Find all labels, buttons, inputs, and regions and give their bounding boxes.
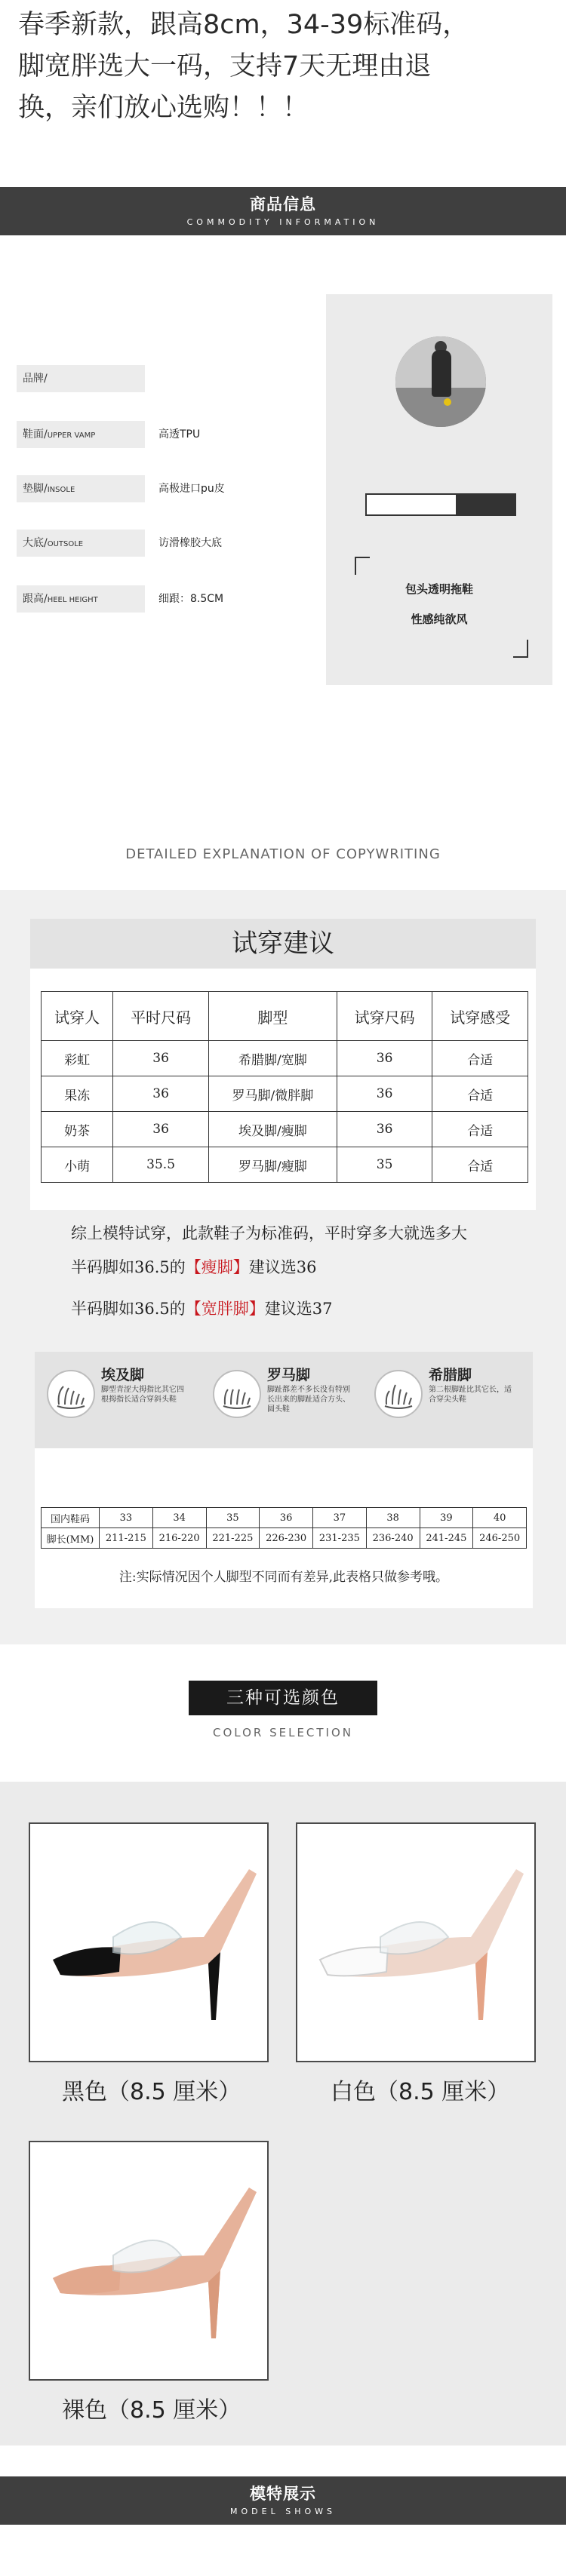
table-cell: 罗马脚/微胖脚 <box>208 1076 337 1112</box>
size-cell: 246-250 <box>473 1528 527 1549</box>
table-header: 脚型 <box>208 992 337 1041</box>
size-cell: 216-220 <box>152 1528 206 1549</box>
info-sublabel: UPPER VAMP <box>47 431 96 440</box>
color-label-black: 黑色（8.5 厘米） <box>62 2079 241 2105</box>
foot-type-name: 罗马脚 <box>267 1367 311 1383</box>
foot-type-greek <box>367 1361 518 1442</box>
table-header: 试穿尺码 <box>337 992 432 1041</box>
size-cell: 39 <box>420 1508 473 1528</box>
info-row-outsole <box>17 530 145 557</box>
size-row <box>42 1508 527 1528</box>
table-header: 试穿感受 <box>432 992 528 1041</box>
commodity-title: 商品信息 <box>250 195 316 213</box>
size-cell: 34 <box>152 1508 206 1528</box>
size-cell: 231-235 <box>313 1528 367 1549</box>
foot-type-desc: 第二根脚趾比其它长，适合穿尖头鞋 <box>429 1386 512 1404</box>
table-cell: 合适 <box>432 1041 528 1076</box>
table-cell: 36 <box>337 1076 432 1112</box>
foot-icon <box>374 1370 423 1418</box>
table-header: 试穿人 <box>42 992 113 1041</box>
table-header-row <box>42 992 528 1041</box>
table-cell: 小萌 <box>42 1147 113 1183</box>
info-sublabel: HEEL HEIGHT <box>47 596 98 604</box>
summary-highlight: 【瘦脚】 <box>185 1258 249 1276</box>
info-sublabel: INSOLE <box>47 486 75 494</box>
summary-text: 半码脚如36.5的 <box>71 1300 186 1318</box>
foot-type-name: 希腊脚 <box>429 1367 472 1383</box>
model-avatar <box>395 336 486 427</box>
info-label: 大底/ <box>23 537 48 549</box>
shoe-icon <box>30 1824 267 2061</box>
fit-summary-1: 综上模特试穿，此款鞋子为标准码，平时穿多大就选多大 <box>71 1224 467 1242</box>
color-title: 三种可选颜色 <box>189 1681 377 1715</box>
table-cell: 36 <box>337 1041 432 1076</box>
model-band <box>0 2476 566 2525</box>
color-swatch-black[interactable] <box>29 1822 269 2062</box>
size-cell: 38 <box>366 1508 420 1528</box>
model-subtitle: MODEL SHOWS <box>230 2507 336 2516</box>
color-label-nude: 裸色（8.5 厘米） <box>62 2397 241 2424</box>
size-cell: 37 <box>313 1508 367 1528</box>
size-note: 注:实际情况因个人脚型不同而有差异,此表格只做参考哦。 <box>118 1570 449 1585</box>
foot-type-desc: 脚趾都差不多长没有特别长出来的脚趾适合方头、圆头鞋 <box>267 1386 350 1414</box>
fit-summary-3 <box>71 1297 333 1320</box>
foot-type-name: 埃及脚 <box>101 1367 145 1383</box>
panel-line-1: 包头透明拖鞋 <box>405 582 473 596</box>
shoe-icon <box>297 1824 534 2061</box>
style-bar <box>365 493 516 516</box>
info-row-heel <box>17 585 145 613</box>
color-swatch-white[interactable] <box>296 1822 536 2062</box>
table-cell: 埃及脚/瘦脚 <box>208 1112 337 1147</box>
summary-text: 建议选36 <box>248 1258 317 1276</box>
headline-line-1: 春季新款，跟高8cm，34-39标准码， <box>18 10 469 40</box>
info-sublabel: OUTSOLE <box>47 540 84 548</box>
commodity-subtitle: COMMODITY INFORMATION <box>186 217 380 227</box>
headline <box>18 5 546 129</box>
foot-type-desc: 脚型青涩大拇指比其它四根拇指长适合穿斜头鞋 <box>101 1386 184 1404</box>
info-row-insole <box>17 475 145 502</box>
headline-line-3: 换，亲们放心选购！！！ <box>18 93 309 123</box>
size-cell: 40 <box>473 1508 527 1528</box>
table-cell: 合适 <box>432 1076 528 1112</box>
fit-summary-2 <box>71 1256 317 1279</box>
size-cell: 211-215 <box>100 1528 153 1549</box>
table-cell: 36 <box>337 1112 432 1147</box>
color-swatch-nude[interactable] <box>29 2141 269 2381</box>
table-cell: 合适 <box>432 1147 528 1183</box>
table-cell: 罗马脚/瘦脚 <box>208 1147 337 1183</box>
table-cell: 36 <box>113 1076 209 1112</box>
summary-text: 半码脚如36.5的 <box>71 1258 186 1276</box>
info-value: 高透TPU <box>158 428 201 441</box>
foot-type-egyptian <box>39 1361 190 1442</box>
table-header: 平时尺码 <box>113 992 209 1041</box>
size-row <box>42 1528 527 1549</box>
foot-icon <box>213 1370 261 1418</box>
info-label: 垫脚/ <box>23 483 48 495</box>
table-cell: 合适 <box>432 1112 528 1147</box>
try-on-table <box>41 991 528 1183</box>
model-title: 模特展示 <box>250 2485 316 2503</box>
color-subtitle: COLOR SELECTION <box>212 1726 354 1739</box>
table-row <box>42 1041 528 1076</box>
size-cell: 36 <box>260 1508 313 1528</box>
table-row <box>42 1112 528 1147</box>
info-label: 跟高/ <box>23 593 48 605</box>
table-cell: 36 <box>113 1112 209 1147</box>
copywriting-title: DETAILED EXPLANATION OF COPYWRITING <box>125 846 441 862</box>
table-row <box>42 1076 528 1112</box>
info-value: 访滑橡胶大底 <box>158 537 222 549</box>
bracket-top-left <box>355 557 370 575</box>
foot-type-roman <box>205 1361 356 1442</box>
table-cell: 36 <box>113 1041 209 1076</box>
summary-text: 建议选37 <box>264 1300 333 1318</box>
info-label: 鞋面/ <box>23 428 48 441</box>
try-on-title: 试穿建议 <box>30 919 536 969</box>
size-table <box>41 1507 527 1549</box>
style-bar-fill <box>456 495 515 514</box>
size-row-label: 国内鞋码 <box>42 1508 100 1528</box>
table-cell: 希腊脚/宽脚 <box>208 1041 337 1076</box>
size-cell: 35 <box>206 1508 260 1528</box>
foot-icon <box>47 1370 95 1418</box>
table-row <box>42 1147 528 1183</box>
bracket-bottom-right <box>513 640 528 658</box>
info-value: 高极进口pu皮 <box>158 483 225 495</box>
headline-line-2: 脚宽胖选大一码，支持7天无理由退 <box>18 51 432 81</box>
commodity-band <box>0 187 566 235</box>
size-cell: 236-240 <box>366 1528 420 1549</box>
size-cell: 226-230 <box>260 1528 313 1549</box>
size-cell: 33 <box>100 1508 153 1528</box>
table-cell: 35 <box>337 1147 432 1183</box>
info-row-upper <box>17 421 145 448</box>
size-row-label: 脚长(MM) <box>42 1528 100 1549</box>
shoe-icon <box>30 2142 267 2379</box>
info-label: 品牌/ <box>23 373 48 385</box>
table-cell: 彩虹 <box>42 1041 113 1076</box>
size-cell: 221-225 <box>206 1528 260 1549</box>
info-row-brand <box>17 365 145 392</box>
size-cell: 241-245 <box>420 1528 473 1549</box>
table-cell: 果冻 <box>42 1076 113 1112</box>
info-value: 细跟：8.5CM <box>158 593 224 605</box>
color-label-white: 白色（8.5 厘米） <box>331 2079 510 2105</box>
summary-highlight: 【宽胖脚】 <box>185 1300 265 1318</box>
panel-line-2: 性感纯欲风 <box>411 613 468 626</box>
table-cell: 奶茶 <box>42 1112 113 1147</box>
table-cell: 35.5 <box>113 1147 209 1183</box>
